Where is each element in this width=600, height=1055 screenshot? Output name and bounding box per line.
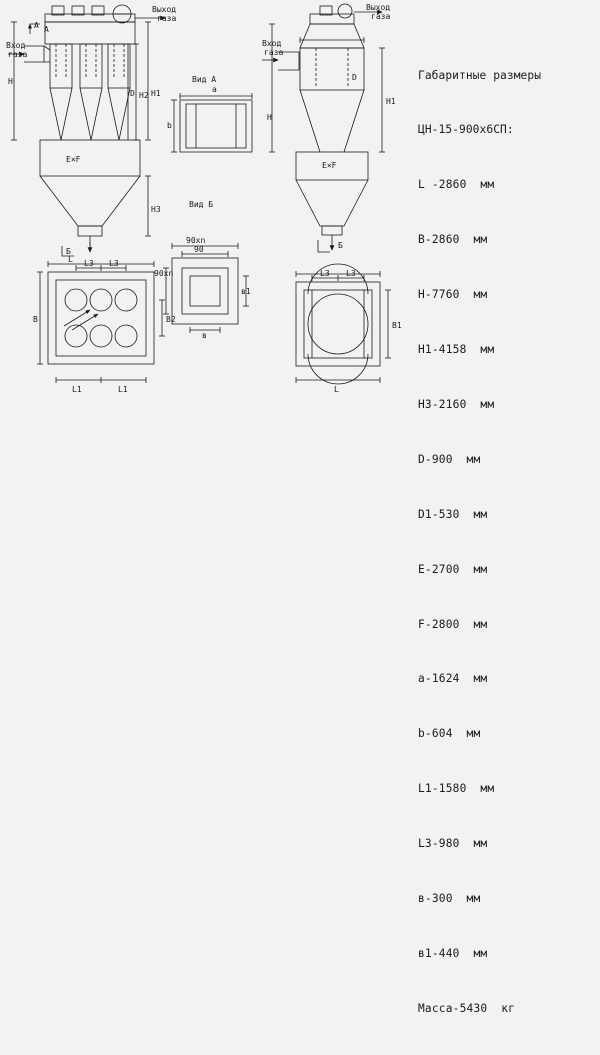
dim-l-plan-left: L xyxy=(68,255,73,264)
spec-item-B: B-2860 мм xyxy=(418,233,488,247)
dim-l3-b: L3 xyxy=(109,259,119,268)
dim-h-left: H xyxy=(8,77,13,86)
spec-item-v: в-300 мм xyxy=(418,891,481,905)
label-exf-left: E×F xyxy=(66,155,81,164)
spec-item-L: L -2860 мм xyxy=(418,178,495,192)
label-vid-a: Вид А xyxy=(192,75,217,84)
label-vid-b: Вид Б xyxy=(189,200,214,209)
spec-item-L1: L1-1580 мм xyxy=(418,782,495,796)
dim-v-bottom: в xyxy=(202,331,207,340)
spec-title-line-1: Габаритные размеры xyxy=(418,68,542,82)
dim-h2-left: H2 xyxy=(139,91,149,100)
label-gaza-left: газа xyxy=(157,14,177,23)
dim-90xn-top: 90хn xyxy=(186,236,206,245)
spec-item-F: F-2800 мм xyxy=(418,617,488,631)
label-vyhod-gaza-right: Выход xyxy=(366,3,391,12)
dim-b1-plan-right: B1 xyxy=(392,321,402,330)
dim-d-right: D xyxy=(352,73,357,82)
label-gaza-in-right: газа xyxy=(264,48,284,57)
spec-item-L3: L3-980 мм xyxy=(418,837,488,851)
label-section-a-left: А xyxy=(34,21,39,30)
label-section-a-arrow: А xyxy=(44,25,49,34)
dim-l3-c: L3 xyxy=(320,269,330,278)
spec-item-mass: Масса-5430 кг xyxy=(418,1001,516,1015)
spec-item-b: b-604 мм xyxy=(418,727,481,741)
dim-b-vid-a: b xyxy=(167,121,172,130)
dim-l1-b: L1 xyxy=(118,385,128,394)
dim-l3-d: L3 xyxy=(346,269,356,278)
label-section-b-right: Б xyxy=(338,241,343,250)
label-exf-right: E×F xyxy=(322,161,337,170)
dim-l1-a: L1 xyxy=(72,385,82,394)
spec-item-E: E-2700 мм xyxy=(418,562,488,576)
dim-l3-a: L3 xyxy=(84,259,94,268)
dim-h1-right: H1 xyxy=(386,97,396,106)
dim-d-left: D xyxy=(130,89,135,98)
dim-b2-plan-left: B2 xyxy=(166,315,176,324)
spec-item-D1: D1-530 мм xyxy=(418,507,488,521)
label-vhod-gaza-right: Вход xyxy=(262,39,282,48)
spec-item-H: H-7760 мм xyxy=(418,288,488,302)
specification-list xyxy=(418,30,596,1055)
spec-item-H1: H1-4158 мм xyxy=(418,343,495,357)
dim-l-plan-right: L xyxy=(334,385,339,394)
dim-b-plan-left: B xyxy=(33,315,38,324)
dim-v1-right: в1 xyxy=(241,287,251,296)
label-section-b-left: Б xyxy=(66,247,71,256)
spec-title-line-2: ЦН-15-900х6СП: xyxy=(418,123,514,137)
dim-h1-left: H1 xyxy=(151,89,161,98)
label-vhod-gaza-left: Вход xyxy=(6,41,26,50)
spec-item-a: a-1624 мм xyxy=(418,672,488,686)
dim-a-vid-a: a xyxy=(212,85,217,94)
spec-item-D: D-900 мм xyxy=(418,452,481,466)
label-gaza-right: газа xyxy=(371,12,391,21)
label-gaza-in-left: газа xyxy=(8,50,28,59)
dim-90-top: 90 xyxy=(194,245,204,254)
dim-90xn-left: 90хn xyxy=(154,269,174,278)
spec-item-H3: H3-2160 мм xyxy=(418,397,495,411)
dim-h-right: H xyxy=(267,113,272,122)
label-vyhod-gaza-left: Выход xyxy=(152,5,177,14)
spec-item-v1: в1-440 мм xyxy=(418,946,488,960)
dim-h3-left: H3 xyxy=(151,205,161,214)
